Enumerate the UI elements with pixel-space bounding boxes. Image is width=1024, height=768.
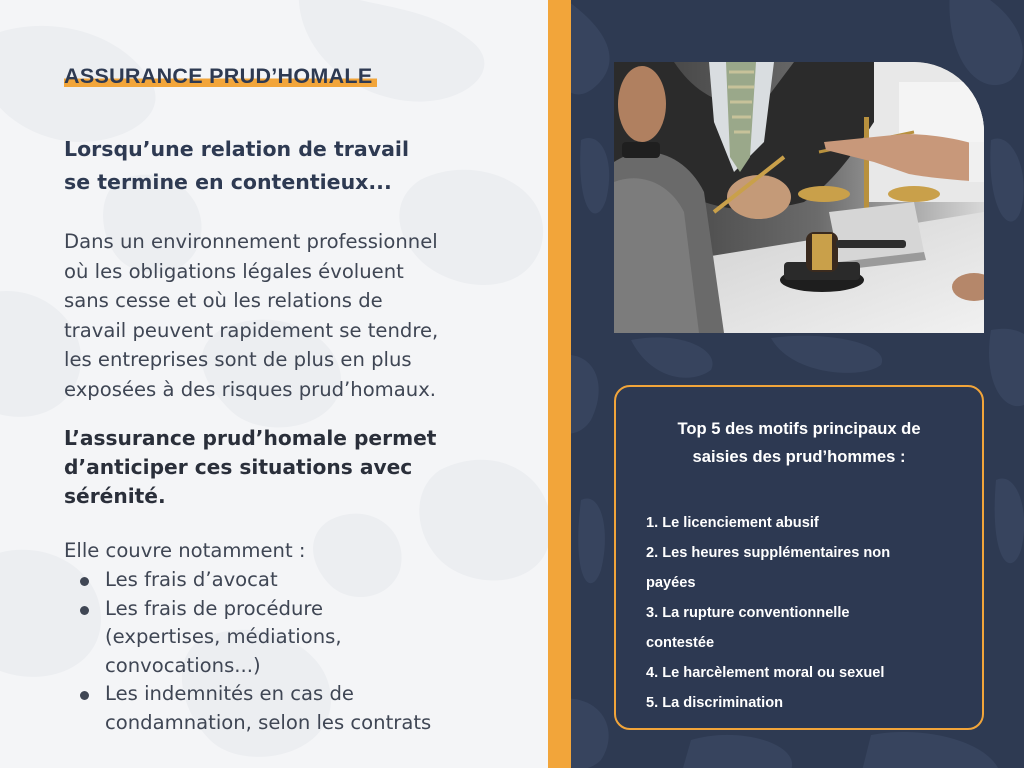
intro-line: Dans un environnement professionnel	[64, 230, 438, 253]
highlight-line: L’assurance prud’homale permet	[64, 426, 437, 450]
motif-line: 1. Le licenciement abusif	[646, 515, 819, 531]
intro-paragraph	[64, 227, 534, 404]
motif-item	[646, 508, 966, 538]
photo-illustration	[614, 62, 984, 333]
motif-item	[646, 598, 966, 658]
coverage-item	[64, 595, 534, 681]
bullet-icon	[80, 577, 89, 586]
section-tag: ASSURANCE PRUD’HOMALE	[64, 64, 377, 89]
intro-line: où les obligations légales évoluent	[64, 259, 404, 283]
motif-line: contestée	[646, 635, 715, 651]
motif-line: 4. Le harcèlement moral ou sexuel	[646, 665, 885, 681]
courtroom-photo	[614, 62, 984, 333]
coverage-list	[64, 566, 534, 737]
coverage-item	[64, 680, 534, 737]
subtitle	[64, 133, 494, 199]
motif-line: payées	[646, 575, 696, 591]
coverage-item-line: Les frais de procédure	[105, 596, 324, 620]
motifs-list	[646, 508, 966, 718]
highlight-line: d’anticiper ces situations avec	[64, 455, 413, 479]
motif-line: 5. La discrimination	[646, 695, 784, 711]
motifs-title-line: saisies des prud’hommes :	[692, 447, 906, 466]
coverage-item-line: Les frais d’avocat	[105, 568, 278, 591]
bullet-icon	[80, 606, 89, 615]
motif-item	[646, 538, 966, 598]
subtitle-line: se termine en contentieux...	[64, 170, 392, 194]
motifs-box	[614, 385, 984, 730]
accent-divider	[548, 0, 571, 768]
highlight-line: sérénité.	[64, 484, 166, 508]
coverage-item-line: (expertises, médiations,	[105, 625, 342, 648]
motif-line: 2. Les heures supplémentaires non	[646, 545, 891, 561]
highlight-statement	[64, 424, 534, 511]
bullet-icon	[80, 691, 89, 700]
coverage-item	[64, 566, 534, 595]
right-panel	[571, 0, 1024, 768]
motif-line: 3. La rupture conventionnelle	[646, 605, 850, 621]
subtitle-line: Lorsqu’une relation de travail	[64, 137, 409, 161]
intro-line: travail peuvent rapidement se tendre,	[64, 318, 439, 342]
coverage-item-line: Les indemnités en cas de	[105, 682, 354, 705]
coverage-item-line: condamnation, selon les contrats	[105, 710, 432, 734]
intro-line: exposées à des risques prud’homaux.	[64, 377, 437, 401]
motif-item	[646, 658, 966, 688]
motif-item	[646, 688, 966, 718]
intro-line: sans cesse et où les relations de	[64, 289, 383, 312]
intro-line: les entreprises sont de plus en plus	[64, 348, 412, 371]
coverage-item-line: convocations...)	[105, 653, 261, 677]
motifs-title	[616, 415, 982, 471]
coverage-title: Elle couvre notamment :	[64, 539, 306, 562]
motifs-title-line: Top 5 des motifs principaux de	[677, 419, 921, 438]
